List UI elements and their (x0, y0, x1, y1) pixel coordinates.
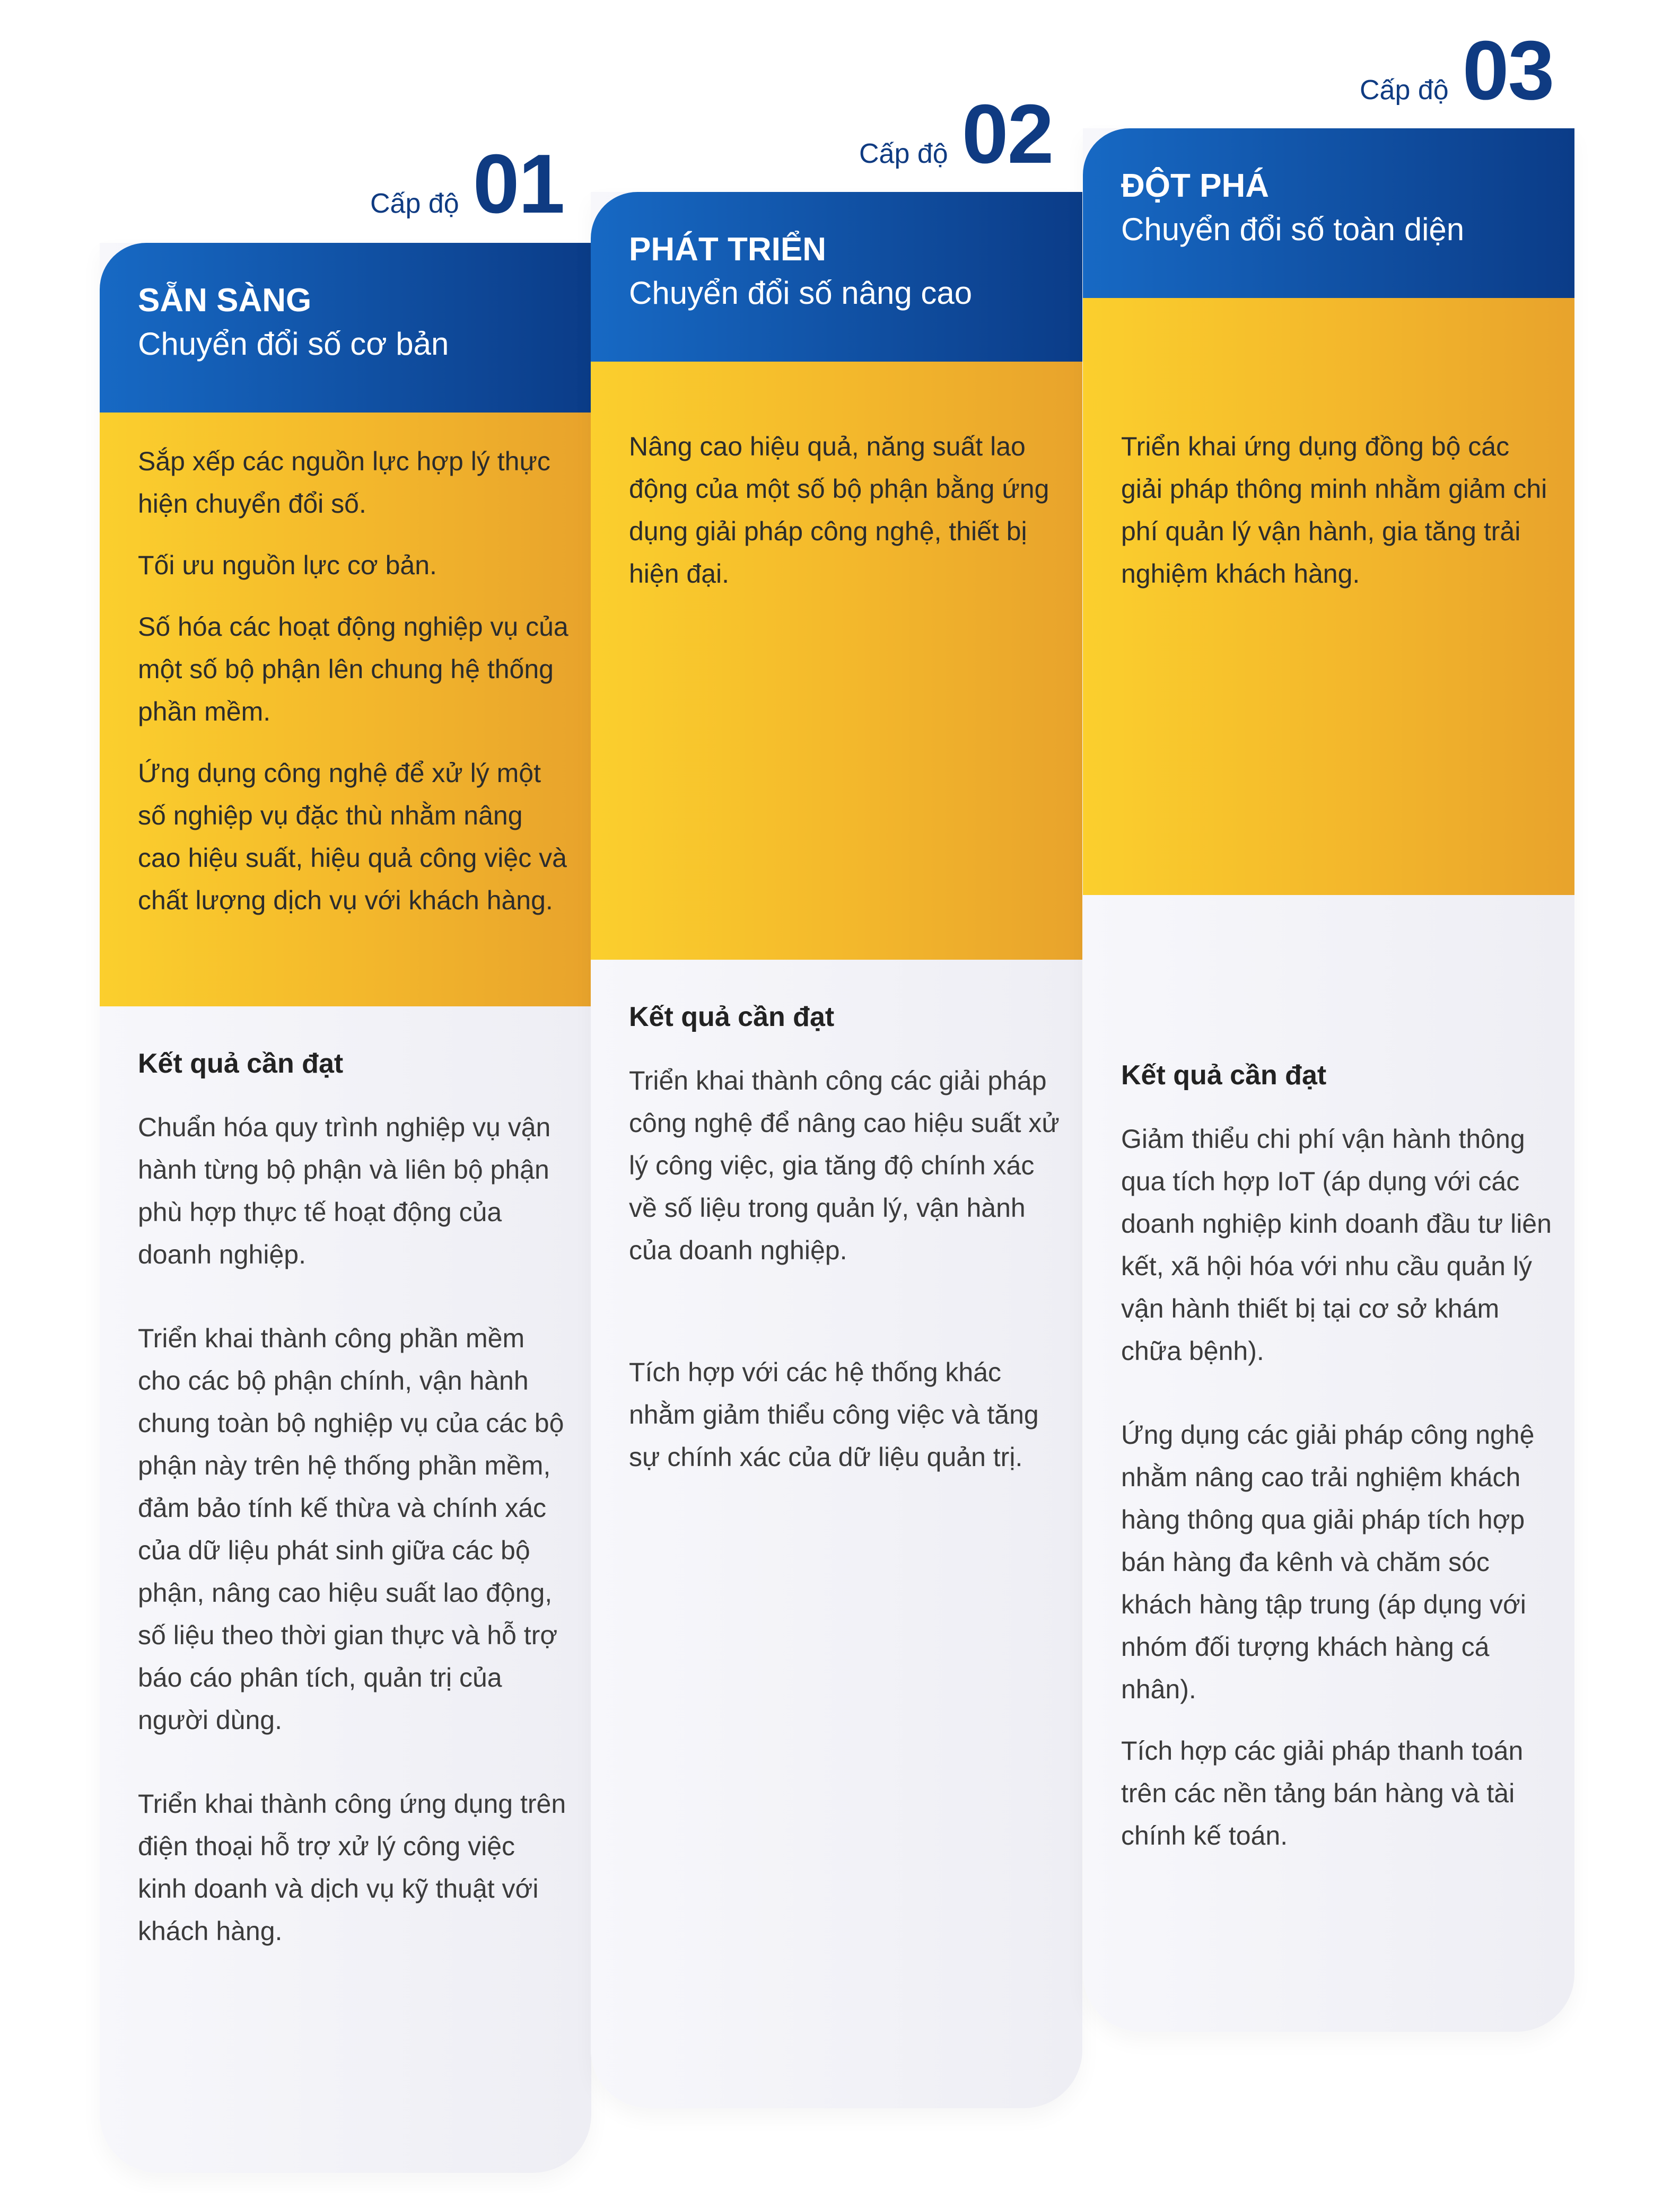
card-title: SẴN SÀNG (138, 282, 312, 319)
card-results (1083, 895, 1574, 1857)
level-text: Cấp độ (370, 188, 459, 219)
highlight-item: Nâng cao hiệu quả, năng suất lao động của một số bộ phận bằng ứng dụng giải pháp công nghệ, thiết bị hiện đại. (629, 432, 1049, 589)
level-label-3 (1360, 24, 1554, 117)
card-header (591, 192, 1082, 362)
card-header (100, 243, 591, 413)
card-highlights (1083, 298, 1574, 895)
card-subtitle: Chuyển đổi số cơ bản (138, 326, 449, 362)
card-subtitle: Chuyển đổi số toàn diện (1121, 212, 1465, 248)
level-number: 01 (472, 137, 564, 231)
level-text: Cấp độ (859, 138, 948, 169)
result-item: Chuẩn hóa quy trình nghiệp vụ vận hành từng bộ phận và liên bộ phận phù hợp thực tế hoạt động của doanh nghiệp. (138, 1112, 551, 1269)
card-subtitle: Chuyển đổi số nâng cao (629, 275, 973, 311)
result-item: Tích hợp với các hệ thống khác nhằm giảm thiểu công việc và tăng sự chính xác của dữ liệu quản trị. (629, 1357, 1039, 1472)
level-number: 03 (1462, 24, 1554, 117)
result-title: Kết quả cần đạt (1121, 1060, 1327, 1091)
result-item: Triển khai thành công các giải pháp công nghệ để nâng cao hiệu suất xử lý công việc, gia tăng độ chính xác về số liệu trong quản lý, vận hành của doanh nghiệp. (629, 1066, 1060, 1265)
highlight-item: Tối ưu nguồn lực cơ bản. (138, 550, 437, 580)
card-highlights (591, 362, 1082, 960)
highlight-item: Sắp xếp các nguồn lực hợp lý thực hiện chuyển đổi số. (138, 446, 550, 519)
result-item: Ứng dụng các giải pháp công nghệ nhằm nâng cao trải nghiệm khách hàng thông qua giải pháp tích hợp bán hàng đa kênh và chăm sóc khách hàng tập trung (áp dụng với nhóm đối tượng khách hàng cá nhân). (1121, 1420, 1535, 1704)
highlight-item: Triển khai ứng dụng đồng bộ các giải pháp thông minh nhằm giảm chi phí quản lý vận hành, gia tăng trải nghiệm khách hàng. (1121, 432, 1547, 589)
result-item: Triển khai thành công phần mềm cho các bộ phận chính, vận hành chung toàn bộ nghiệp vụ của các bộ phận này trên hệ thống phần mềm, đảm bảo tính kế thừa và chính xác của dữ liệu phát sinh giữa các bộ phận, nâng cao hiệu suất lao động, số liệu theo thời gian thực và hỗ trợ báo cáo phân tích, quản trị của người dùng. (138, 1323, 564, 1735)
level-card-3 (1083, 128, 1574, 2032)
card-highlights (100, 413, 591, 1006)
level-label-1 (370, 137, 564, 231)
card-results (100, 1006, 591, 1952)
result-item: Tích hợp các giải pháp thanh toán trên các nền tảng bán hàng và tài chính kế toán. (1121, 1736, 1524, 1850)
result-title: Kết quả cần đạt (629, 1002, 835, 1032)
level-number: 02 (961, 87, 1053, 181)
result-item: Giảm thiểu chi phí vận hành thông qua tích hợp IoT (áp dụng với các doanh nghiệp kinh doanh đầu tư liên kết, xã hội hóa với nhu cầu quản lý vận hành thiết bị tại cơ sở khám chữa bệnh). (1121, 1124, 1552, 1366)
card-title: PHÁT TRIỂN (629, 231, 826, 268)
level-card-1 (100, 243, 591, 2173)
card-title: ĐỘT PHÁ (1121, 168, 1269, 204)
level-text: Cấp độ (1360, 75, 1449, 106)
card-results (591, 960, 1082, 1478)
level-label-2 (859, 87, 1053, 181)
highlight-item: Ứng dụng công nghệ để xử lý một số nghiệp vụ đặc thù nhằm nâng cao hiệu suất, hiệu quả công việc và chất lượng dịch vụ với khách hàng. (138, 758, 567, 915)
level-card-2 (591, 192, 1082, 2108)
highlight-item: Số hóa các hoạt động nghiệp vụ của một số bộ phận lên chung hệ thống phần mềm. (138, 612, 568, 726)
result-title: Kết quả cần đạt (138, 1048, 344, 1079)
result-item: Triển khai thành công ứng dụng trên điện thoại hỗ trợ xử lý công việc kinh doanh và dịch vụ kỹ thuật với khách hàng. (138, 1789, 566, 1946)
card-header (1083, 128, 1574, 298)
